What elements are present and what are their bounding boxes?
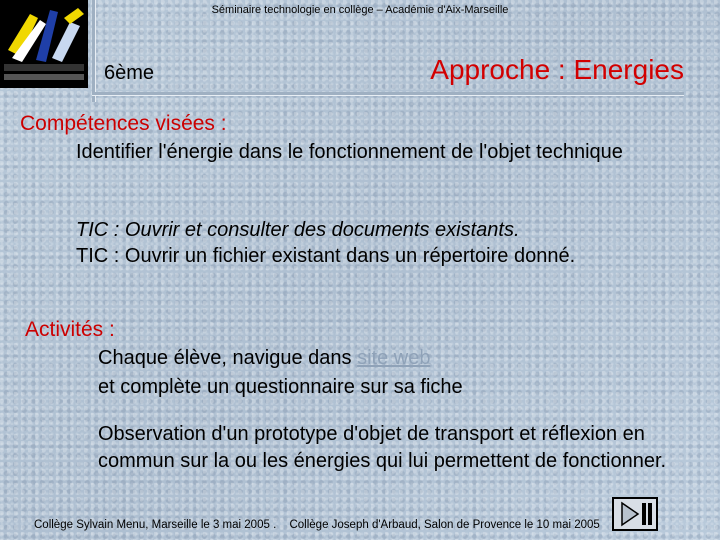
tic-item-1: TIC : Ouvrir et consulter des documents existants.	[76, 219, 520, 241]
tic-item-2: TIC : Ouvrir un fichier existant dans un répertoire donné.	[76, 245, 576, 267]
next-slide-button[interactable]	[612, 497, 658, 531]
vertical-divider	[92, 0, 95, 102]
seminar-header: Séminaire technologie en collège – Académie d'Aix-Marseille	[211, 4, 509, 16]
academie-logo-icon	[0, 0, 88, 88]
footer-left: Collège Sylvain Menu, Marseille le 3 mai 2005 .	[34, 519, 277, 531]
activites-heading: Activités :	[25, 318, 115, 341]
class-level: 6ème	[104, 62, 155, 84]
activity-line-1	[98, 345, 430, 371]
slide-title: Approche : Energies	[430, 54, 684, 85]
competences-heading: Compétences visées :	[20, 112, 227, 135]
site-web-link[interactable]: site web	[357, 347, 431, 369]
activity-line-2: et complète un questionnaire sur sa fiche	[98, 376, 463, 398]
competences-text: Identifier l'énergie dans le fonctionnement de l'objet technique	[76, 141, 623, 163]
observation-text: Observation d'un prototype d'objet de transport et réflexion en commun sur la ou les énergies qui lui permettent de fonctionner.	[98, 423, 667, 472]
activity-line-1-text: Chaque élève, navigue dans	[98, 347, 358, 369]
footer	[34, 519, 600, 531]
next-slide-icon	[614, 499, 656, 529]
footer-right: Collège Joseph d'Arbaud, Salon de Provence le 10 mai 2005	[289, 519, 600, 531]
horizontal-divider	[92, 92, 684, 95]
